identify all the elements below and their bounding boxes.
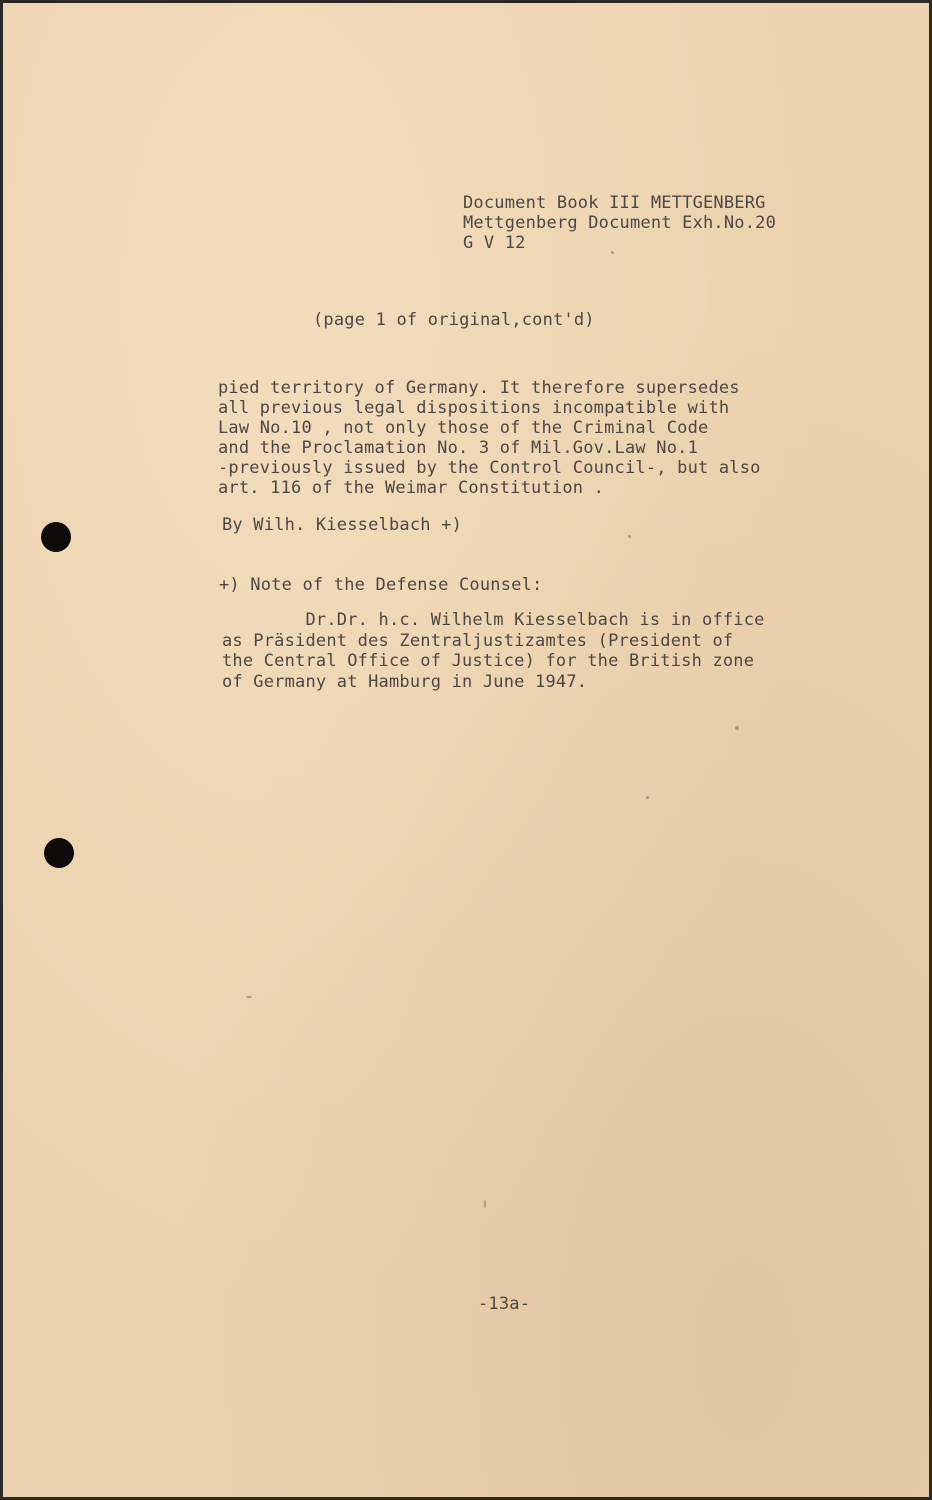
paper-speck bbox=[735, 726, 739, 730]
byline: By Wilh. Kiesselbach +) bbox=[222, 515, 463, 535]
header-line-book: Document Book III METTGENBERG bbox=[463, 193, 766, 213]
punch-hole-top bbox=[41, 522, 71, 552]
paper-speck bbox=[628, 535, 631, 538]
body-line: and the Proclamation No. 3 of Mil.Gov.Law No.1 bbox=[218, 438, 699, 458]
body-line: -previously issued by the Control Council-, but also bbox=[218, 458, 761, 478]
paper-speck bbox=[246, 996, 252, 998]
body-line: all previous legal dispositions incompatible with bbox=[218, 398, 730, 418]
body-line: art. 116 of the Weimar Constitution . bbox=[218, 478, 605, 498]
paper-speck bbox=[484, 1200, 486, 1208]
defense-counsel-note bbox=[222, 610, 765, 692]
note-line: as Präsident des Zentraljustizamtes (President of bbox=[222, 630, 734, 651]
body-paragraph bbox=[218, 378, 761, 498]
paper-speck bbox=[611, 251, 614, 254]
note-heading: +) Note of the Defense Counsel: bbox=[219, 575, 543, 595]
continuation-note: (page 1 of original,cont'd) bbox=[313, 310, 595, 330]
note-line: Dr.Dr. h.c. Wilhelm Kiesselbach is in office bbox=[222, 610, 765, 630]
paper-speck bbox=[646, 796, 649, 799]
note-line: of Germany at Hamburg in June 1947. bbox=[222, 671, 588, 692]
header-line-code: G V 12 bbox=[463, 233, 526, 253]
document-header bbox=[463, 193, 776, 253]
note-line: the Central Office of Justice) for the British zone bbox=[222, 651, 755, 671]
header-line-exhibit: Mettgenberg Document Exh.No.20 bbox=[463, 213, 777, 233]
punch-hole-bottom bbox=[44, 838, 74, 868]
page-number: -13a- bbox=[478, 1294, 531, 1314]
body-line: Law No.10 , not only those of the Criminal Code bbox=[218, 418, 709, 438]
body-line: pied territory of Germany. It therefore supersedes bbox=[218, 378, 740, 398]
